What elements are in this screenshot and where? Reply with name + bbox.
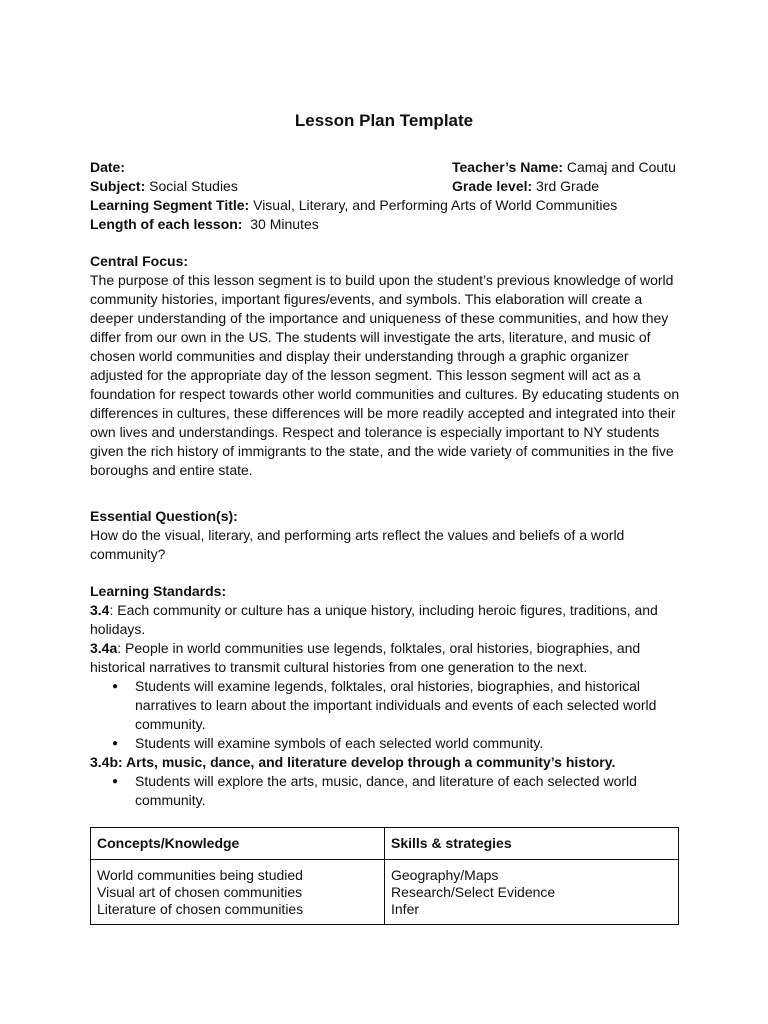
document-title: Lesson Plan Template [294, 111, 474, 130]
central-focus-section [90, 252, 680, 480]
subject-label: Subject: [90, 178, 146, 194]
standard-3-4a [90, 639, 680, 677]
segment-label: Learning Segment Title: [90, 197, 250, 213]
standard-3-4b-bullets [90, 772, 680, 810]
concept-item: Visual art of chosen communities [97, 884, 303, 900]
standard-3-4-code: 3.4 [90, 602, 110, 618]
segment-value: Visual, Literary, and Performing Arts of World Communities [249, 197, 618, 213]
meta-row-segment [90, 196, 680, 215]
teacher-value: Camaj and Coutu [563, 159, 676, 175]
grade-label: Grade level: [452, 178, 533, 194]
list-item: ● Students will examine symbols of each selected world community. [90, 734, 680, 753]
central-focus-heading: Central Focus: [90, 253, 189, 269]
date-label: Date: [90, 159, 126, 175]
meta-row-length [90, 215, 680, 234]
skill-item: Geography/Maps [391, 867, 499, 883]
concepts-skills-table [90, 827, 679, 925]
standard-3-4a-bullets [90, 677, 680, 753]
grade-value: 3rd Grade [532, 178, 600, 194]
central-focus-body: The purpose of this lesson segment is to build upon the student’s previous knowledge of world community histories, important figures/events, and symbols. This elaboration will create a deeper understanding of the importance and uniqueness of these communities, and how they differ from our own in the US. The students will investigate the arts, literature, and music of chosen world communities and display their understanding through a graphic organizer adjusted for the appropriate day of the lesson segment. This lesson segment will act as a foundation for respect towards other world communities and cultures. By educating students on differences in cultures, these differences will be more readily accepted and integrated into their own lives and understandings. Respect and tolerance is especially important to NY students given the rich history of immigrants to the state, and the wide variety of communities in the five boroughs and entire state. [90, 272, 680, 478]
teacher-label: Teacher’s Name: [452, 159, 564, 175]
skills-header: Skills & strategies [385, 828, 679, 860]
standard-3-4a-code: 3.4a [90, 640, 118, 656]
skill-item: Infer [391, 901, 420, 917]
lesson-meta [90, 158, 680, 234]
table-header-row [91, 828, 679, 860]
concepts-header: Concepts/Knowledge [91, 828, 385, 860]
learning-standards-heading: Learning Standards: [90, 583, 227, 599]
length-value: 30 Minutes [242, 216, 319, 232]
essential-question-body: How do the visual, literary, and performing arts reflect the values and beliefs of a world community? [90, 527, 625, 562]
list-item: ● Students will examine legends, folktales, oral histories, biographies, and historical narratives to learn about the important individuals and events of each selected world community. [90, 677, 680, 734]
skills-cell [385, 860, 679, 925]
skill-item: Research/Select Evidence [391, 884, 556, 900]
essential-question-heading: Essential Question(s): [90, 508, 238, 524]
standard-3-4a-text: : People in world communities use legends, folktales, oral histories, biographies, and historical narratives to transmit cultural histories from one generation to the next. [90, 640, 641, 675]
table-row [91, 860, 679, 925]
concept-item: World communities being studied [97, 867, 303, 883]
meta-row-subject [90, 177, 680, 196]
subject-value: Social Studies [145, 178, 238, 194]
standard-3-4b: 3.4b: Arts, music, dance, and literature develop through a community’s history. [90, 754, 616, 770]
concepts-cell [91, 860, 385, 925]
standard-3-4-text: : Each community or culture has a unique history, including heroic figures, traditions, and holidays. [90, 602, 658, 637]
standard-3-4 [90, 601, 680, 639]
list-item: ● Students will explore the arts, music, dance, and literature of each selected world community. [90, 772, 680, 810]
essential-question-section [90, 507, 680, 564]
learning-standards-section [90, 582, 680, 810]
concept-item: Literature of chosen communities [97, 901, 304, 917]
length-label: Length of each lesson: [90, 216, 243, 232]
meta-row-date [90, 158, 680, 177]
